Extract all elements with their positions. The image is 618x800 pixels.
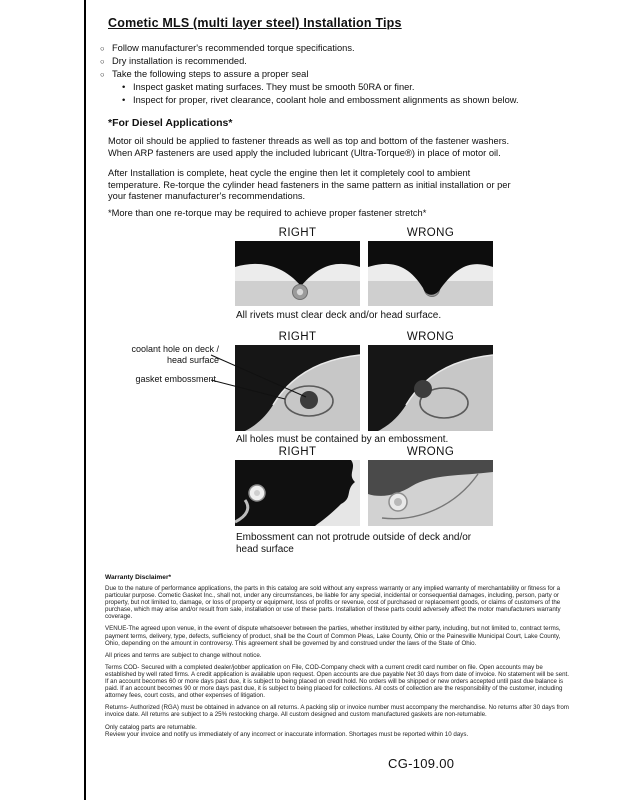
rivet-wrong-image <box>368 241 493 306</box>
list-item: • Inspect gasket mating surfaces. They must be smooth 50RA or finer. <box>122 81 570 94</box>
protrusion-right-image <box>235 460 360 526</box>
list-item: ○ Take the following steps to assure a proper seal <box>100 68 570 81</box>
protrusion-wrong-image <box>368 460 493 526</box>
fig2-caption: All holes must be contained by an embossment. <box>236 434 449 445</box>
fig1-right-label: RIGHT <box>278 227 317 239</box>
left-margin-rule <box>84 0 86 800</box>
fig1-wrong-label: WRONG <box>406 227 455 239</box>
diesel-paragraph-2: After Installation is complete, heat cycle the engine then let it completely cool to ambient temperature. Re-torque the cylinder head fasteners in the same pattern as initial installation or per your fastener manufacturer's recommendations. <box>108 168 511 201</box>
legal-paragraph: Due to the nature of performance applications, the parts in this catalog are sold without any express warranty or any implied warranty of merchantability or fitness for a particular purpose. Cometic Gasket Inc., shall not, under any circumstances, be liable for any special, incidental or consequential damages, including, person, party or property, but not limited to, damage, or loss of property or equipment, loss of profits or revenue, cost of purchased or replacement goods, or claims of customers of the purchase, which may arise and/or result from sale, installation or use of these parts. Installation of these parts could adversely affect the motor manufacturers warranty coverage. <box>105 585 561 621</box>
embossment-wrong-image <box>368 345 493 431</box>
fig3-right-label: RIGHT <box>278 446 317 458</box>
fig3-wrong-label: WRONG <box>406 446 455 458</box>
warranty-disclaimer-heading: Warranty Disclaimer* <box>105 574 172 581</box>
legal-paragraph: Only catalog parts are returnable. <box>105 723 197 731</box>
rivet-right-image <box>235 241 360 306</box>
legal-paragraph: Terms COD- Secured with a completed dealer/jobber application on File, COD-Company check with a current credit card number on file. Open accounts may be established by well rated firms. A credit application is available upon request. Open accounts are due payable Net 30 days from date of invoice. No statement will be sent. If an account becomes 60 or more days past due, it is subject to being placed on credit hold. No orders will be shipped or new orders accepted until past due balance is paid. If an account becomes 90 or more days past due, it is subject to being placed for collections. All costs of collection are the responsibility of the customer, including attorney fees, court costs, and other expenses of litigation. <box>105 663 569 700</box>
installation-tips-list <box>100 42 570 107</box>
callout-lines <box>208 349 318 405</box>
page-title: Cometic MLS (multi layer steel) Installation Tips <box>108 16 402 30</box>
list-item: ○ Follow manufacturer's recommended torque specifications. <box>100 42 570 55</box>
list-item: ○ Dry installation is recommended. <box>100 55 570 68</box>
fig1-caption: All rivets must clear deck and/or head surface. <box>236 310 442 321</box>
fig2-wrong-label: WRONG <box>406 331 455 343</box>
diesel-paragraph-1: Motor oil should be applied to fastener threads as well as top and bottom of the fastener washers. When ARP fasteners are used apply the included lubricant (Ultra-Torque®) in place of motor oil. <box>108 136 510 158</box>
diesel-applications-heading: *For Diesel Applications* <box>108 117 233 129</box>
list-item: • Inspect for proper, rivet clearance, coolant hole and embossment alignments as shown below. <box>122 94 570 107</box>
page-number: CG-109.00 <box>388 756 455 771</box>
warranty-disclaimer-section <box>105 574 573 743</box>
gasket-embossment-callout: gasket embossment <box>135 374 216 384</box>
installation-tips-sublist <box>122 81 570 107</box>
legal-paragraph: Review your invoice and notify us immediately of any incorrect or inaccurate information. Shortages must be reported within 10 days. <box>105 730 469 738</box>
legal-paragraph: Returns- Authorized (RGA) must be obtained in advance on all returns. A packing slip or invoice number must accompany the merchandise. No returns after 30 days from invoice date. All returns are subject to a 25% restocking charge. All custom designed and custom manufactured gaskets are non-returnable. <box>105 704 569 719</box>
coolant-hole-callout: coolant hole on deck / head surface <box>131 344 219 365</box>
fig2-right-label: RIGHT <box>278 331 317 343</box>
legal-paragraph: VENUE-The agreed upon venue, in the event of dispute whatsoever between the parties, whether instituted by either party, including, but not limited to, contract terms, payment terms, delivery, type, defects, sufficiency of product, shall be the Court of Common Pleas, Lake County, Ohio or the Painesville Municipal Court, Lake County, Ohio, depending on the amount in controversy. This agreement shall be governed by and construed under the laws of the State of Ohio. <box>105 625 561 647</box>
retorque-note: *More than one re-torque may be required to achieve proper fastener stretch* <box>108 208 427 218</box>
legal-paragraph: All prices and terms are subject to change without notice. <box>105 651 262 659</box>
fig3-caption: Embossment can not protrude outside of deck and/or head surface <box>236 532 472 555</box>
